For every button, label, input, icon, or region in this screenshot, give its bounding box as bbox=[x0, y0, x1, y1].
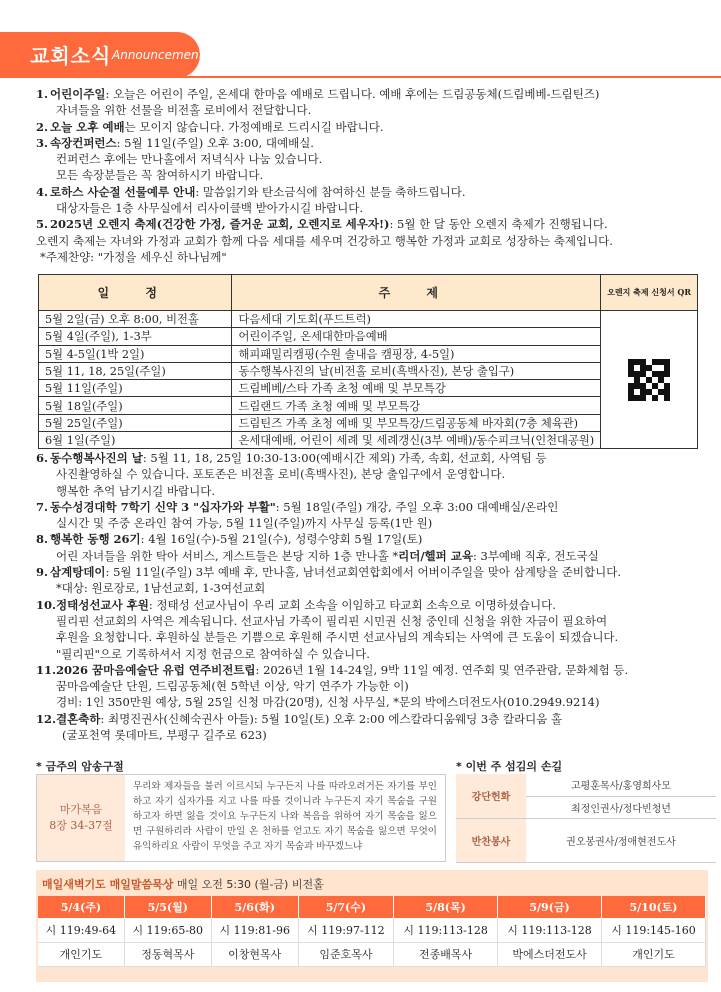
item-number: 11. bbox=[36, 662, 57, 677]
announcement-item bbox=[36, 86, 696, 119]
schedule-date: 5월 4-5일(1박 2일) bbox=[39, 345, 232, 362]
header-rule bbox=[0, 76, 721, 78]
schedule-theme: 드림랜드 가족 초청 예배 및 부모특강 bbox=[232, 397, 601, 414]
item-line: 필리핀 선교회의 사역은 계속됩니다. 선교사님 가족이 필리핀 시민권 신청 중인데 신청을 위한 자금이 필요하여 bbox=[56, 613, 608, 628]
memory-verse-reference bbox=[37, 775, 125, 861]
day-verse: 시 119:65-80 bbox=[124, 918, 211, 942]
item-text: : 2026년 1월 14-24일, 9박 11일 예정. 연주회 및 연주관람, 문화체험 등. bbox=[255, 662, 629, 677]
announcement-list-continued bbox=[36, 450, 696, 743]
day-header: 5/8(목) bbox=[394, 896, 498, 918]
schedule-date: 5월 11일(주일) bbox=[39, 380, 232, 397]
table-row bbox=[456, 774, 716, 796]
item-line: (굴포천역 롯데마트, 부평구 길주로 623) bbox=[62, 728, 267, 743]
item-line: 오렌지 축제는 자녀와 가정과 교회가 함께 다음 세대를 세우며 건강하고 행복한 가정과 교회로 성장하는 축제입니다. bbox=[36, 233, 613, 248]
item-line: *대상: 원로장로, 1남선교회, 1-3여선교회 bbox=[56, 581, 266, 596]
table-row bbox=[38, 918, 706, 942]
table-row bbox=[39, 414, 698, 431]
schedule-theme: 드림틴즈 가족 초청 예배 및 부모특강/드림공동체 바자회(7층 체육관) bbox=[232, 414, 601, 431]
day-leader: 전종배목사 bbox=[394, 942, 498, 966]
item-number: 6. bbox=[36, 451, 49, 465]
day-leader: 개인기도 bbox=[602, 942, 706, 966]
item-text: : 정태성 선교사님이 우리 교회 소속을 이임하고 타교회 소속으로 이명하셨습니다. bbox=[148, 597, 556, 612]
qr-code-icon[interactable] bbox=[628, 359, 670, 401]
day-header: 5/9(금) bbox=[498, 896, 602, 918]
day-leader: 박에스더전도사 bbox=[498, 942, 602, 966]
item-subtitle: 리더/헬퍼 교육 bbox=[398, 548, 473, 563]
schedule-theme: 어린이주일, 온세대한마음예배 bbox=[232, 328, 601, 345]
table-row bbox=[39, 380, 698, 397]
memory-verse-text: 무리와 제자들을 불러 이르시되 누구든지 나를 따라오려거든 자기를 부인하고 자기 십자가를 지고 나를 따를 것이니라 누구든지 자기 목숨을 구원하고자 하면 잃을 것이요 누구든지 나와 복음을 위하여 자기 목숨을 잃으면 구원하리라 사람이 만일 온 천하를 얻고도 자기 목숨을 잃으면 무엇이 유익하리요 사람이 무엇을 주고 자기 목숨과 바꾸겠느냐 bbox=[133, 781, 437, 852]
service-names: 권오봉권사/정애현전도사 bbox=[526, 818, 716, 862]
item-text: : 최명진권사(신혜숙권사 아들): 5월 10일(토) 오후 2:00 에스칼라디움웨딩 3층 칼라디움 홀 bbox=[100, 711, 563, 726]
announcement-item bbox=[36, 135, 696, 184]
service-label: 반찬봉사 bbox=[456, 818, 526, 862]
dawn-prayer-title bbox=[42, 876, 324, 892]
announcement-item bbox=[36, 531, 696, 564]
day-verse: 시 119:113-128 bbox=[498, 918, 602, 942]
schedule-theme: 해피패밀리캠핑(수원 솔내음 캠핑장, 4-5일) bbox=[232, 345, 601, 362]
item-number: 3. bbox=[36, 135, 49, 150]
day-header: 5/5(월) bbox=[124, 896, 211, 918]
column-header-theme: 주 제 bbox=[232, 275, 601, 311]
verse-book: 마가복음 bbox=[59, 803, 103, 816]
schedule-date: 5월 2일(금) 오후 8:00, 비전홀 bbox=[39, 311, 232, 328]
item-text: : 5월 한 달 동안 오렌지 축제가 진행됩니다. bbox=[389, 217, 608, 232]
schedule-date: 5월 18일(주일) bbox=[39, 397, 232, 414]
table-header-row bbox=[38, 896, 706, 918]
item-title: 2025년 오렌지 축제(건강한 가정, 즐거운 교회, 오렌지로 세우자!) bbox=[50, 217, 390, 232]
day-header: 5/4(주) bbox=[38, 896, 124, 918]
announcement-item bbox=[36, 184, 696, 217]
schedule-theme: 드림베베/스타 가족 초청 예배 및 부모특강 bbox=[232, 380, 601, 397]
item-title: 행복한 동행 26기 bbox=[50, 532, 141, 547]
item-title: 삼계탕데이 bbox=[50, 565, 106, 580]
day-header: 5/10(토) bbox=[602, 896, 706, 918]
item-title: 결혼축하 bbox=[56, 711, 101, 726]
item-number: 7. bbox=[36, 499, 49, 514]
schedule-theme: 다음세대 기도회(푸드트럭) bbox=[232, 311, 601, 328]
schedule-date: 6월 1일(주일) bbox=[39, 432, 232, 449]
qr-cell bbox=[601, 311, 698, 449]
service-table bbox=[456, 774, 716, 863]
dawn-prayer-section bbox=[36, 870, 708, 982]
item-number: 1. bbox=[36, 87, 49, 101]
item-title: 로하스 사순절 선물예루 안내 bbox=[50, 184, 196, 199]
item-title: 2026 꿈마음예술단 유럽 연주비전트립 bbox=[56, 662, 256, 677]
day-verse: 시 119:81-96 bbox=[211, 918, 298, 942]
item-title: 어린이주일 bbox=[50, 87, 106, 101]
item-line: 컨퍼런스 후에는 만나홀에서 저녁식사 나눔 있습니다. bbox=[56, 152, 323, 167]
item-line: 경비: 1인 350만원 예상, 5월 25일 신청 마감(20명), 신청 사무실, *문의 박에스더전도사(010.2949.9214) bbox=[56, 695, 600, 710]
table-header-row bbox=[39, 275, 698, 311]
item-line: "필리핀"으로 기록하셔서 지정 헌금으로 참여하실 수 있습니다. bbox=[56, 646, 370, 661]
item-title: 오늘 오후 예배 bbox=[50, 119, 125, 134]
table-row bbox=[39, 345, 698, 362]
day-leader: 개인기도 bbox=[38, 942, 124, 966]
item-number: 4. bbox=[36, 184, 49, 199]
announcement-item bbox=[36, 711, 696, 744]
day-header: 5/7(수) bbox=[298, 896, 393, 918]
item-text: : 5월 11, 18, 25일 10:30-13:00(예배시간 제외) 가족, 속회, 선교회, 사역팀 등 bbox=[142, 451, 547, 465]
day-leader: 임준호목사 bbox=[298, 942, 393, 966]
item-number: 5. bbox=[36, 217, 49, 232]
schedule-theme: 동수행복사진의 날(비전홀 로비(흑백사진), 본당 출입구) bbox=[232, 362, 601, 379]
schedule-theme: 온세대예배, 어린이 세례 및 세례갱신(3부 예배)/동수피크닉(인천대공원) bbox=[232, 432, 601, 449]
item-line-text: 어린 자녀들을 위한 탁아 서비스, 게스트들은 본당 지하 1층 만나홀 * bbox=[56, 548, 399, 563]
schedule-date: 5월 25일(주일) bbox=[39, 414, 232, 431]
column-header-qr: 오렌지 축제 신청서 QR bbox=[601, 275, 698, 311]
announcement-item bbox=[36, 119, 696, 135]
column-header-date: 일 정 bbox=[39, 275, 232, 311]
schedule-date: 5월 11, 18, 25일(주일) bbox=[39, 362, 232, 379]
service-names: 최정인권사/정다빈청년 bbox=[526, 796, 716, 818]
item-line: 꿈마음예술단 단원, 드림공동체(현 5학년 이상, 악기 연주가 가능한 이) bbox=[56, 679, 409, 694]
announcement-item bbox=[36, 499, 696, 532]
item-title: 속장컨퍼런스 bbox=[50, 135, 117, 150]
item-number: 10. bbox=[36, 597, 57, 612]
service-names: 고평훈목사/홍영희사모 bbox=[526, 774, 716, 796]
table-row bbox=[456, 818, 716, 862]
festival-schedule-table bbox=[38, 274, 698, 449]
item-line: 행복한 추억 남기시길 바랍니다. bbox=[56, 483, 216, 498]
item-number: 2. bbox=[36, 119, 49, 134]
service-title: * 이번 주 섬김의 손길 bbox=[456, 760, 563, 773]
item-line: 모든 속장분들은 꼭 참여하시기 바랍니다. bbox=[56, 168, 264, 183]
item-line: 사진촬영하실 수 있습니다. 포토존은 비전홀 로비(흑백사진), 본당 출입구에서 운영합니다. bbox=[56, 467, 506, 482]
item-line: *주제찬양: "가정을 세우신 하나님께" bbox=[40, 249, 227, 264]
item-line: 대상자들은 1층 사무실에서 리사이클백 받아가시길 바랍니다. bbox=[56, 201, 363, 216]
header-title: 교회소식 bbox=[30, 44, 112, 68]
day-verse: 시 119:49-64 bbox=[38, 918, 124, 942]
item-line-text: : 3부예배 직후, 전도국실 bbox=[472, 548, 599, 563]
header-subtitle: Announcement bbox=[112, 48, 204, 62]
item-line: 실시간 및 주중 온라인 참여 가능, 5월 11일(주일)까지 사무실 등록(1만 원) bbox=[56, 516, 433, 531]
day-leader: 이창현목사 bbox=[211, 942, 298, 966]
table-row bbox=[39, 432, 698, 449]
announcement-item bbox=[36, 597, 696, 662]
item-title: 동수행복사진의 날 bbox=[50, 451, 143, 465]
item-text: : 오늘은 어린이 주일, 온세대 한마음 예배로 드립니다. 예배 후에는 드림공동체(드림베베-드림틴즈) bbox=[105, 87, 600, 101]
memory-verse-box bbox=[36, 774, 446, 862]
announcement-item bbox=[36, 564, 696, 597]
item-number: 12. bbox=[36, 711, 57, 726]
item-number: 8. bbox=[36, 532, 49, 547]
day-verse: 시 119:113-128 bbox=[394, 918, 498, 942]
table-row bbox=[39, 362, 698, 379]
item-number: 9. bbox=[36, 565, 49, 580]
item-text: : 5월 11일(주일) 3부 예배 후, 만나홀, 남녀선교회연합회에서 어버이주일을 맞아 삼계탕을 준비합니다. bbox=[105, 565, 621, 580]
item-line: 자녀들을 위한 선물을 비전홀 로비에서 전달합니다. bbox=[56, 103, 312, 118]
item-text: : 5월 11일(주일) 오후 3:00, 대예배실. bbox=[116, 135, 314, 150]
announcement-list bbox=[36, 86, 696, 265]
verse-chapter: 8장 34-37절 bbox=[49, 819, 113, 832]
announcement-item bbox=[36, 450, 696, 499]
table-row bbox=[39, 311, 698, 328]
item-line: 후원을 요청합니다. 후원하실 분들은 기쁨으로 후원해 주시면 선교사님의 계속되는 사역에 큰 도움이 되겠습니다. bbox=[56, 630, 619, 645]
day-leader: 정동혁목사 bbox=[124, 942, 211, 966]
item-text: 는 모이지 않습니다. 가정예배로 드리시길 바랍니다. bbox=[124, 119, 384, 134]
item-text: : 4월 16일(수)-5월 21일(수), 성령수양회 5월 17일(토) bbox=[140, 532, 423, 547]
service-label: 강단헌화 bbox=[456, 774, 526, 818]
day-verse: 시 119:145-160 bbox=[602, 918, 706, 942]
schedule-date: 5월 4일(주일), 1-3부 bbox=[39, 328, 232, 345]
item-title: 동수성경대학 7학기 신약 3 "십자가와 부활" bbox=[50, 499, 276, 514]
dawn-prayer-time: 매일 오전 5:30 (월-금) 비전홀 bbox=[176, 878, 324, 891]
announcement-item bbox=[36, 216, 696, 232]
item-text: : 말씀읽기와 탄소금식에 참여하신 분들 축하드립니다. bbox=[195, 184, 466, 199]
item-text: : 5월 18일(주일) 개강, 주일 오후 3:00 대예배실/온라인 bbox=[275, 499, 559, 514]
dawn-prayer-heading: 매일새벽기도 매일말씀묵상 bbox=[42, 878, 174, 891]
day-header: 5/6(화) bbox=[211, 896, 298, 918]
day-verse: 시 119:97-112 bbox=[298, 918, 393, 942]
table-row bbox=[38, 942, 706, 966]
memory-verse-title: * 금주의 암송구절 bbox=[36, 760, 124, 773]
section-header bbox=[0, 18, 721, 88]
announcement-item bbox=[36, 662, 696, 711]
item-title: 정태성선교사 후원 bbox=[56, 597, 149, 612]
table-row bbox=[39, 397, 698, 414]
dawn-prayer-table bbox=[38, 896, 706, 967]
item-line bbox=[50, 548, 696, 564]
table-row bbox=[39, 328, 698, 345]
